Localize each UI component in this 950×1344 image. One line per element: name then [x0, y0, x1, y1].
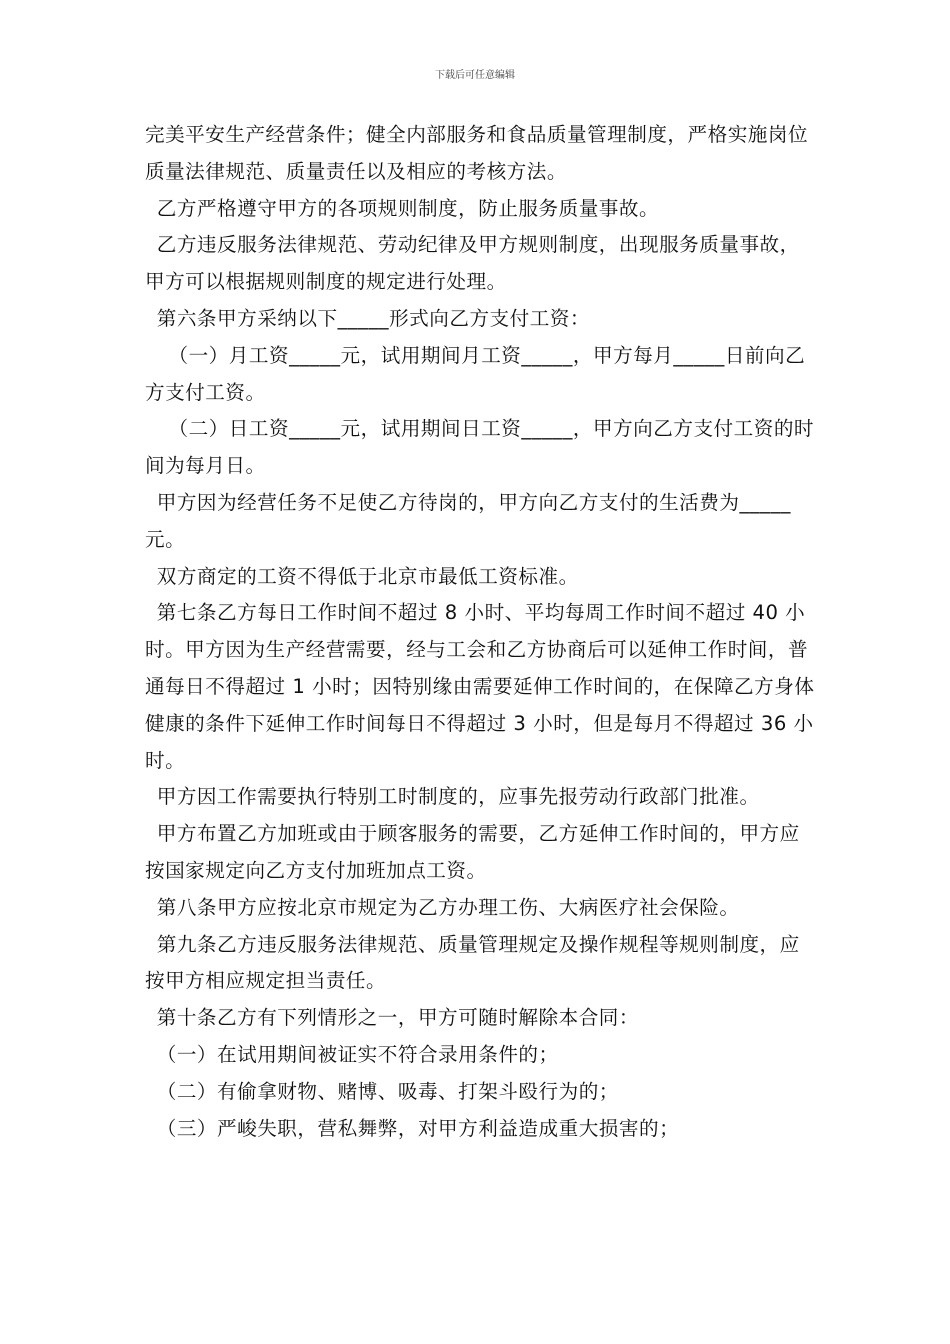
paragraph: （三）严峻失职，营私舞弊，对甲方利益造成重大损害的；: [156, 1116, 680, 1140]
paragraph: 第六条甲方采纳以下_____形式向乙方支付工资：: [156, 306, 591, 330]
paragraph: 第八条甲方应按北京市规定为乙方办理工伤、大病医疗社会保险。: [156, 895, 740, 919]
paragraph: （一）在试用期间被证实不符合录用条件的；: [156, 1042, 559, 1066]
paragraph: 第七条乙方每日工作时间不超过 8 小时、平均每周工作时间不超过 40 小时。甲方因为生产经营需要，经与工会和乙方协商后可以延伸工作时间，普通每日不得超过 1 小时；因特别缘由需要延伸工作时间的，在保障乙方身体健康的条件下延伸工作时间每日不得超过 3 小时，但是每月不得超过 36 小时。: [145, 601, 815, 772]
paragraph: 甲方因为经营任务不足使乙方待岗的，甲方向乙方支付的生活费为_____元。: [145, 490, 791, 551]
paragraph: 乙方严格遵守甲方的各项规则制度，防止服务质量事故。: [156, 196, 660, 220]
paragraph: 乙方违反服务法律规范、劳动纪律及甲方规则制度，出现服务质量事故，甲方可以根据规则制度的规定进行处理。: [145, 233, 800, 294]
paragraph: 第十条乙方有下列情形之一，甲方可随时解除本合同：: [156, 1006, 639, 1030]
paragraph: 甲方布置乙方加班或由于顾客服务的需要，乙方延伸工作时间的，甲方应按国家规定向乙方支付加班加点工资。: [145, 822, 800, 882]
paragraph: （二）日工资_____元，试用期间日工资_____，甲方向乙方支付工资的时间为每月日。: [145, 417, 815, 478]
document-body: [145, 117, 817, 1147]
paragraph: （一）月工资_____元，试用期间月工资_____，甲方每月_____日前向乙方支付工资。: [145, 343, 806, 404]
paragraph: 双方商定的工资不得低于北京市最低工资标准。: [156, 564, 579, 588]
paragraph: 完美平安生产经营条件；健全内部服务和食品质量管理制度，严格实施岗位质量法律规范、质量责任以及相应的考核方法。: [145, 123, 809, 183]
paragraph: （二）有偷拿财物、赌博、吸毒、打架斗殴行为的；: [156, 1079, 619, 1103]
paragraph: 第九条乙方违反服务法律规范、质量管理规定及操作规程等规则制度，应按甲方相应规定担当责任。: [145, 932, 800, 993]
page-header-note: 下载后可任意编辑: [435, 70, 515, 81]
paragraph: 甲方因工作需要执行特别工时制度的，应事先报劳动行政部门批准。: [156, 785, 760, 809]
